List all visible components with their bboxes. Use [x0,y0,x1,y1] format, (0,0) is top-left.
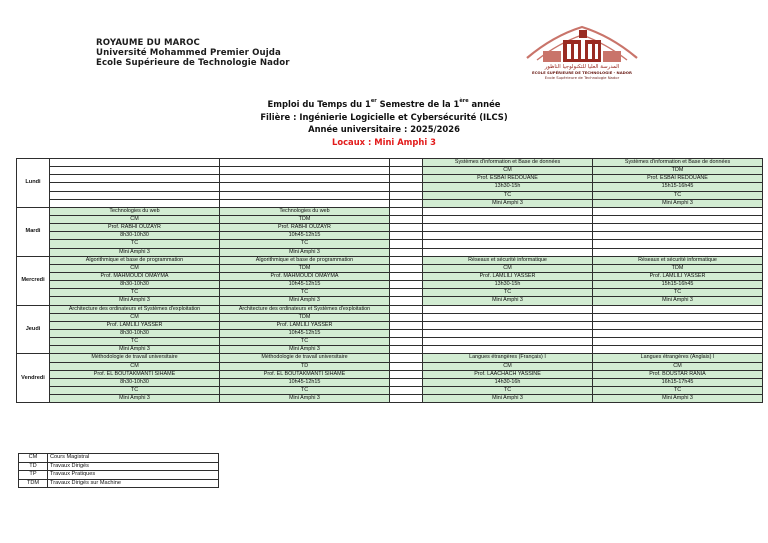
slot-group-cell: TC [50,386,220,394]
empty-slot-cell [423,321,593,329]
slot-group-cell: TC [220,338,390,346]
slot-prof-cell: Prof. RABHI OUZAYR [220,224,390,232]
slot-group-cell: TC [423,386,593,394]
slot-room-cell: Mini Amphi 3 [423,199,593,207]
empty-slot-cell [593,248,763,256]
slot-type-cell: CM [50,362,220,370]
logo-latin-text-2: Ecole Supérieure de Technologie Nador [544,75,620,80]
slot-group-cell: TC [50,338,220,346]
timetable-row [17,248,763,256]
slot-time-cell: 13h30-15h [423,183,593,191]
slot-prof-cell: Prof. LAMLILI YASSER [593,272,763,280]
empty-slot-cell [593,305,763,313]
slot-room-cell: Mini Amphi 3 [220,297,390,305]
slot-course-cell: Méthodologie de travail universitaire [220,354,390,362]
slot-group-cell: TC [50,289,220,297]
institution-header [96,38,290,68]
slot-type-cell: TDM [220,215,390,223]
empty-slot-cell [593,313,763,321]
timetable-row [17,240,763,248]
slot-type-cell: TDM [220,313,390,321]
empty-slot-cell [423,313,593,321]
slot-group-cell: TC [50,240,220,248]
slot-room-cell: Mini Amphi 3 [423,395,593,403]
timetable-row [17,329,763,337]
empty-slot-cell [220,183,390,191]
slot-time-cell: 16h15-17h45 [593,378,763,386]
empty-slot-cell [423,224,593,232]
timetable-row [17,264,763,272]
break-cell [390,175,423,183]
slot-course-cell: Architecture des ordinateurs et Systèmes d'exploitation [50,305,220,313]
slot-time-cell: 15h15-16h45 [593,183,763,191]
timetable [16,158,763,403]
break-cell [390,240,423,248]
slot-course-cell: Algorithmique et base de programmation [50,256,220,264]
timetable-row [17,362,763,370]
break-cell [390,354,423,362]
slot-type-cell: TD [220,362,390,370]
day-label: Lundi [17,159,50,208]
empty-slot-cell [423,240,593,248]
empty-slot-cell [423,232,593,240]
slot-prof-cell: Prof. LAACHACH YASSINE [423,370,593,378]
slot-type-cell: TDM [593,167,763,175]
slot-time-cell: 8h30-10h30 [50,329,220,337]
empty-slot-cell [220,191,390,199]
legend-description: Travaux Pratiques [48,471,219,480]
slot-room-cell: Mini Amphi 3 [50,248,220,256]
slot-room-cell: Mini Amphi 3 [50,395,220,403]
slot-room-cell: Mini Amphi 3 [593,199,763,207]
slot-group-cell: TC [220,240,390,248]
slot-room-cell: Mini Amphi 3 [220,248,390,256]
timetable-row [17,378,763,386]
timetable-row [17,338,763,346]
legend-description: Cours Magistral [48,454,219,463]
legend-abbreviation: TDM [19,479,48,488]
break-cell [390,199,423,207]
slot-time-cell: 10h45-12h15 [220,232,390,240]
timetable-row [17,215,763,223]
empty-slot-cell [593,240,763,248]
empty-slot-cell [50,199,220,207]
empty-slot-cell [593,232,763,240]
slot-group-cell: TC [423,289,593,297]
legend-description: Travaux Dirigés sur Machine [48,479,219,488]
day-label: Jeudi [17,305,50,354]
slot-type-cell: CM [50,215,220,223]
break-cell [390,289,423,297]
slot-course-cell: Réseaux et sécurité informatique [423,256,593,264]
slot-time-cell: 14h30-16h [423,378,593,386]
timetable-row [17,191,763,199]
day-label: Mercredi [17,256,50,305]
break-cell [390,329,423,337]
break-cell [390,207,423,215]
logo-arabic-text: المدرسة العليا للتكنولوجيا الناظور [544,64,620,70]
empty-slot-cell [50,175,220,183]
slot-course-cell: Technologies du web [220,207,390,215]
slot-prof-cell: Prof. EL BOUTAKMANTI SIHAME [50,370,220,378]
empty-slot-cell [593,321,763,329]
day-label: Vendredi [17,354,50,403]
slot-type-cell: TDM [220,264,390,272]
empty-slot-cell [423,215,593,223]
break-cell [390,362,423,370]
slot-group-cell: TC [220,386,390,394]
slot-course-cell: Algorithmique et base de programmation [220,256,390,264]
empty-slot-cell [423,305,593,313]
timetable-row [17,183,763,191]
empty-slot-cell [423,346,593,354]
break-cell [390,248,423,256]
break-cell [390,305,423,313]
timetable-row [17,354,763,362]
slot-type-cell: TDM [593,264,763,272]
legend-row [19,471,219,480]
timetable-row [17,313,763,321]
slot-prof-cell: Prof. LAMLILI YASSER [220,321,390,329]
empty-slot-cell [423,338,593,346]
break-cell [390,232,423,240]
empty-slot-cell [593,224,763,232]
empty-slot-cell [593,338,763,346]
logo-emblem [527,27,637,62]
slot-time-cell: 8h30-10h30 [50,232,220,240]
timetable-row [17,321,763,329]
empty-slot-cell [423,248,593,256]
university-line: Université Mohammed Premier Oujda [96,48,281,58]
slot-course-cell: Technologies du web [50,207,220,215]
break-cell [390,256,423,264]
timetable-row [17,395,763,403]
slot-prof-cell: Prof. BOUSTAR RANIA [593,370,763,378]
slot-group-cell: TC [593,191,763,199]
slot-course-cell: Langues étrangères (Français) I [423,354,593,362]
slot-prof-cell: Prof. ESBAI REDOUANE [593,175,763,183]
slot-group-cell: TC [220,289,390,297]
slot-time-cell: 15h15-16h45 [593,281,763,289]
empty-slot-cell [50,191,220,199]
slot-type-cell: CM [423,167,593,175]
slot-room-cell: Mini Amphi 3 [593,395,763,403]
break-cell [390,224,423,232]
legend-abbreviation: CM [19,454,48,463]
timetable-row [17,199,763,207]
timetable-row [17,370,763,378]
empty-slot-cell [593,346,763,354]
slot-type-cell: CM [593,362,763,370]
slot-room-cell: Mini Amphi 3 [220,395,390,403]
slot-group-cell: TC [593,386,763,394]
timetable-row [17,207,763,215]
empty-slot-cell [593,207,763,215]
slot-type-cell: CM [423,362,593,370]
slot-time-cell: 10h45-12h15 [220,329,390,337]
slot-course-cell: Réseaux et sécurité informatique [593,256,763,264]
day-label: Mardi [17,207,50,256]
legend-abbreviation: TP [19,471,48,480]
slot-prof-cell: Prof. LAMLILI YASSER [423,272,593,280]
timetable-row [17,346,763,354]
title-program-line: Filière : Ingénierie Logicielle et Cybersécurité (ILCS) [260,111,508,122]
slot-course-cell: Systèmes d'information et Base de données [593,159,763,167]
school-logo [523,24,641,82]
empty-slot-cell [220,199,390,207]
slot-course-cell: Systèmes d'information et Base de données [423,159,593,167]
timetable-row [17,305,763,313]
break-cell [390,297,423,305]
slot-time-cell: 13h30-15h [423,281,593,289]
break-cell [390,370,423,378]
timetable-row [17,159,763,167]
kingdom-line: ROYAUME DU MAROC [96,38,200,48]
slot-type-cell: CM [423,264,593,272]
break-cell [390,321,423,329]
school-line: Ecole Supérieure de Technologie Nador [96,58,290,68]
empty-slot-cell [593,329,763,337]
slot-course-cell: Langues étrangères (Anglais) I [593,354,763,362]
slot-prof-cell: Prof. MAHMOUDI OMAYMA [220,272,390,280]
logo-latin-text-1: ECOLE SUPÉRIEURE DE TECHNOLOGIE - NADOR [532,70,632,75]
legend-row [19,454,219,463]
break-cell [390,183,423,191]
empty-slot-cell [50,167,220,175]
break-cell [390,281,423,289]
slot-prof-cell: Prof. EL BOUTAKMANTI SIHAME [220,370,390,378]
slot-prof-cell: Prof. RABHI OUZAYR [50,224,220,232]
slot-room-cell: Mini Amphi 3 [423,297,593,305]
legend-table [18,453,219,488]
break-cell [390,159,423,167]
legend-description: Travaux Dirigés [48,462,219,471]
timetable-row [17,281,763,289]
document-title [0,98,768,148]
break-cell [390,191,423,199]
slot-time-cell: 10h45-12h15 [220,281,390,289]
timetable-row [17,386,763,394]
slot-prof-cell: Prof. ESBAI REDOUANE [423,175,593,183]
slot-type-cell: CM [50,313,220,321]
slot-room-cell: Mini Amphi 3 [50,297,220,305]
slot-group-cell: TC [423,191,593,199]
empty-slot-cell [220,175,390,183]
break-cell [390,378,423,386]
timetable-row [17,175,763,183]
empty-slot-cell [50,183,220,191]
timetable-row [17,232,763,240]
break-cell [390,346,423,354]
timetable-row [17,297,763,305]
slot-type-cell: CM [50,264,220,272]
empty-slot-cell [220,167,390,175]
title-room-line: Locaux : Mini Amphi 3 [332,136,436,147]
slot-group-cell: TC [593,289,763,297]
break-cell [390,395,423,403]
empty-slot-cell [50,159,220,167]
legend-abbreviation: TD [19,462,48,471]
empty-slot-cell [423,329,593,337]
break-cell [390,338,423,346]
empty-slot-cell [593,215,763,223]
title-semester-line: Emploi du Temps du 1er Semestre de la 1ère année [267,98,501,109]
break-cell [390,167,423,175]
slot-time-cell: 8h30-10h30 [50,378,220,386]
timetable-row [17,272,763,280]
slot-room-cell: Mini Amphi 3 [593,297,763,305]
timetable-row [17,224,763,232]
legend-row [19,462,219,471]
timetable-row [17,289,763,297]
legend-row [19,479,219,488]
slot-prof-cell: Prof. MAHMOUDI OMAYMA [50,272,220,280]
break-cell [390,313,423,321]
slot-time-cell: 10h45-12h15 [220,378,390,386]
empty-slot-cell [220,159,390,167]
break-cell [390,272,423,280]
slot-course-cell: Méthodologie de travail universitaire [50,354,220,362]
timetable-row [17,167,763,175]
empty-slot-cell [423,207,593,215]
slot-prof-cell: Prof. LAMLILI YASSER [50,321,220,329]
break-cell [390,386,423,394]
timetable-row [17,256,763,264]
break-cell [390,264,423,272]
slot-room-cell: Mini Amphi 3 [50,346,220,354]
title-year-line: Année universitaire : 2025/2026 [308,124,460,135]
break-cell [390,215,423,223]
slot-course-cell: Architecture des ordinateurs et Systèmes d'exploitation [220,305,390,313]
slot-room-cell: Mini Amphi 3 [220,346,390,354]
slot-time-cell: 8h30-10h30 [50,281,220,289]
